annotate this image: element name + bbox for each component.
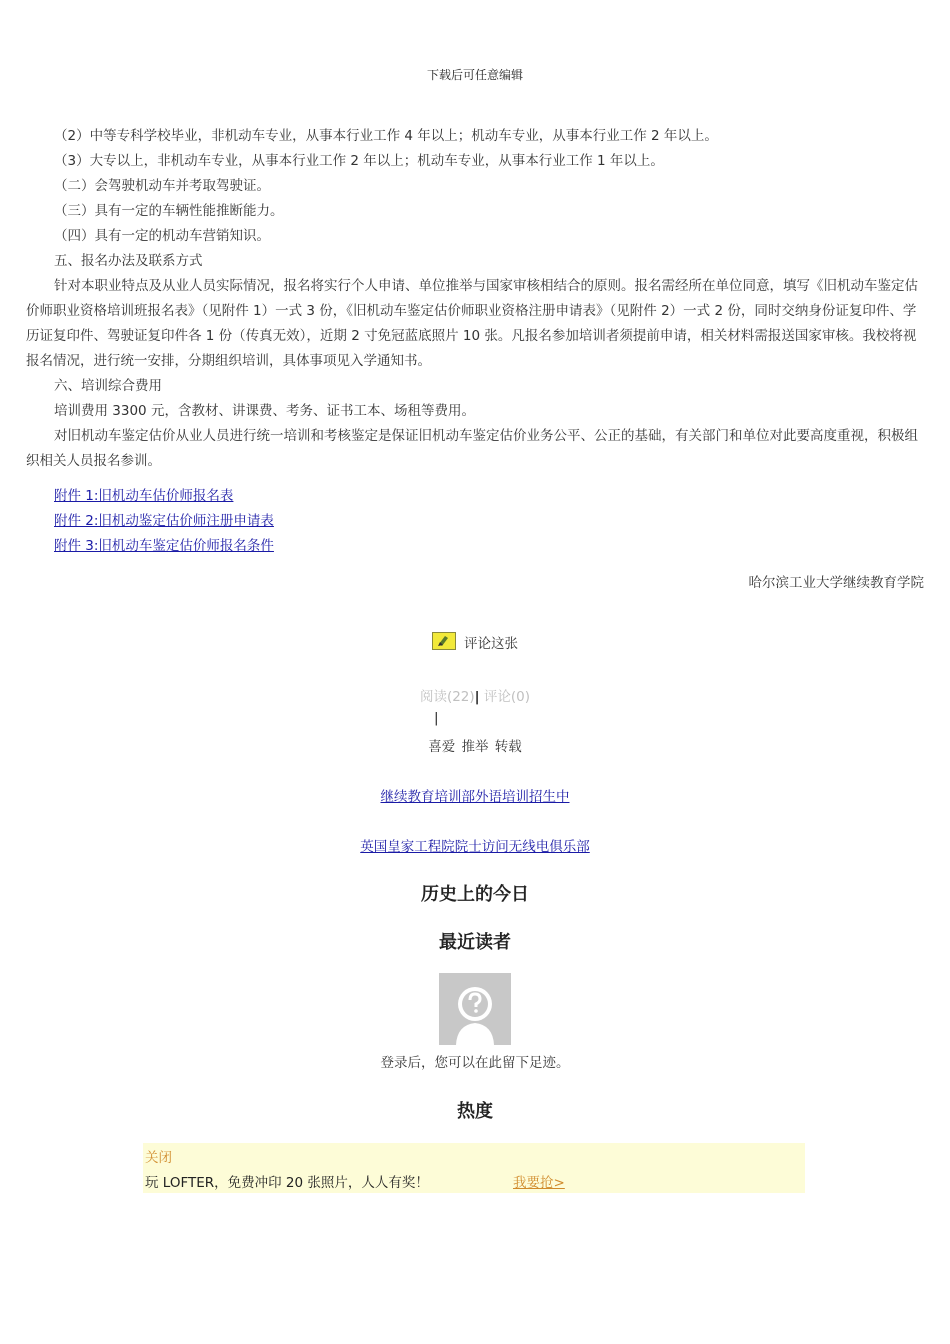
post-stats	[0, 685, 950, 705]
comment-label[interactable]: 评论这张	[464, 636, 518, 652]
attachment-link-1[interactable]: 附件 1:旧机动车估价师报名表	[54, 488, 234, 504]
history-today-title: 历史上的今日	[421, 884, 529, 905]
section-heading: 五、报名办法及联系方式	[54, 253, 203, 269]
stats-separator: |	[474, 689, 480, 705]
lofter-banner	[143, 1143, 805, 1193]
section-heading: 六、培训综合费用	[54, 378, 162, 394]
comments-count[interactable]: 评论(0)	[483, 689, 531, 705]
article-body	[26, 124, 924, 474]
related-link-2[interactable]: 英国皇家工程院院士访问无线电俱乐部	[360, 839, 590, 855]
repost-button[interactable]: 转载	[494, 739, 522, 755]
banner-close-button[interactable]: 关闭	[145, 1150, 172, 1166]
attachment-links	[54, 484, 274, 559]
paragraph: （三）具有一定的车辆性能推断能力。	[54, 203, 284, 219]
attachment-link-3[interactable]: 附件 3:旧机动车鉴定估价师报名条件	[54, 538, 274, 554]
header-note: 下载后可任意编辑	[426, 68, 523, 82]
recommend-button[interactable]: 推举	[461, 739, 489, 755]
recent-readers-title: 最近读者	[439, 932, 511, 953]
comment-row[interactable]	[0, 632, 950, 653]
related-link-1[interactable]: 继续教育培训部外语培训招生中	[380, 789, 570, 805]
paragraph: （2）中等专科学校毕业，非机动车专业，从事本行业工作 4 年以上；机动车专业，从事本行业工作 2 年以上。	[54, 128, 718, 144]
default-avatar-icon	[439, 973, 511, 1045]
avatar[interactable]	[439, 973, 511, 1045]
banner-grab-link[interactable]: 我要抢>	[513, 1175, 565, 1191]
paragraph: （3）大专以上，非机动车专业，从事本行业工作 2 年以上；机动车专业，从事本行业工作 1 年以上。	[54, 153, 664, 169]
paragraph: （四）具有一定的机动车营销知识。	[54, 228, 270, 244]
paragraph: 针对本职业特点及从业人员实际情况，报名将实行个人申请、单位推举与国家审核相结合的原则。报名需经所在单位同意，填写《旧机动车鉴定估价师职业资格培训班报名表》（见附件 1）一式 3 份，《旧机动车鉴定估价师职业资格注册申请表》（见附件 2）一式 2 份，同时交纳身份证复印件、学历证复印件、驾驶证复印件各 1 份（传真无效），近期 2 寸免冠蓝底照片 10 张。凡报名参加培训者须提前申请，相关材料需报送国家审核。我校将视报名情况，进行统一安排，分期组织培训，具体事项见入学通知书。	[26, 278, 918, 369]
signature: 哈尔滨工业大学继续教育学院	[748, 575, 924, 591]
popularity-title: 热度	[457, 1101, 493, 1122]
banner-promo-text: 玩 LOFTER，免费冲印 20 张照片，人人有奖！	[145, 1175, 429, 1191]
related-link-row	[0, 835, 950, 855]
paragraph: 对旧机动车鉴定估价从业人员进行统一培训和考核鉴定是保证旧机动车鉴定估价业务公平、公正的基础，有关部门和单位对此要高度重视，积极组织相关人员报名参训。	[26, 428, 918, 469]
related-link-row	[0, 785, 950, 805]
pipe-divider: |	[434, 710, 439, 726]
post-actions	[0, 735, 950, 755]
attachment-link-2[interactable]: 附件 2:旧机动鉴定估价师注册申请表	[54, 513, 274, 529]
reads-count[interactable]: 阅读(22)	[419, 689, 475, 705]
paragraph: 培训费用 3300 元，含教材、讲课费、考务、证书工本、场租等费用。	[54, 403, 475, 419]
paragraph: （二）会驾驶机动车并考取驾驶证。	[54, 178, 270, 194]
login-tip: 登录后，您可以在此留下足迹。	[380, 1055, 570, 1071]
comment-icon[interactable]	[432, 632, 456, 650]
like-button[interactable]: 喜爱	[428, 739, 456, 755]
